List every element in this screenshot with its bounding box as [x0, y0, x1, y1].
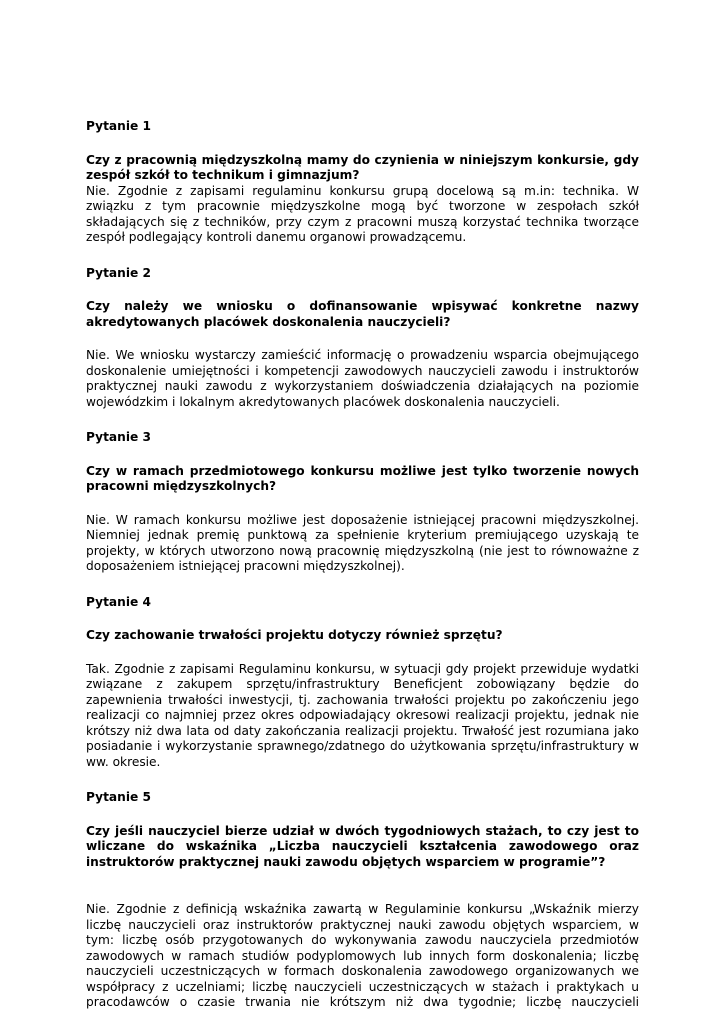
question-text: Czy zachowanie trwałości projektu dotyczy również sprzętu? — [86, 628, 503, 642]
answer-text: Tak. Zgodnie z zapisami Regulaminu konkursu, w sytuacji gdy projekt przewiduje wydatki związane z zakupem sprzętu/infrastruktury Beneficjent zobowiązany będzie do zapewnienia trwałości inwestycji, tj. zachowania trwałości projektu po zakończeniu jego realizacji co najmniej przez okres odpowiadający okresowi realizacji projektu, jednak nie krótszy niż dwa lata od daty zakończania realizacji projektu. Trwałość jest rozumiana jako posiadanie i wykorzystanie sprawnego/zdatnego do użytkowania sprzętu/infrastruktury w ww. okresie. — [86, 661, 639, 769]
question-block-2 — [86, 266, 639, 411]
answer-text: Nie. W ramach konkursu możliwe jest doposażenie istniejącej pracowni międzyszkolnej. Niemniej jednak premię punktową za spełnienie kryterium premiującego uzyskają te projekty, w których utworzono nową pracownię międzyszkolną (nie jest to równoważne z doposażeniem istniejącej pracowni międzyszkolnej). — [86, 512, 639, 573]
question-block-3 — [86, 430, 639, 575]
answer-text: Nie. Zgodnie z zapisami regulaminu konkursu grupą docelową są m.in: technika. W związku z tym pracownie międzyszkolne mogą być tworzone w zespołach szkół składających się z techników, przy czym z pracowni muszą korzystać technika tworzące zespół podlegający kontroli danemu organowi prowadzącemu. — [86, 183, 639, 244]
question-heading: Pytanie 4 — [86, 594, 151, 609]
question-block-1 — [86, 119, 639, 246]
question-text: Czy jeśli nauczyciel bierze udział w dwóch tygodniowych stażach, to czy jest to wliczane do wskaźnika „Liczba nauczycieli kształcenia zawodowego oraz instruktorów praktycznej nauki zawodu objętych wsparciem w programie”? — [86, 823, 639, 869]
question-text: Czy należy we wniosku o dofinansowanie wpisywać konkretne nazwy akredytowanych placówek doskonalenia nauczycieli? — [86, 299, 639, 329]
question-block-4 — [86, 595, 639, 771]
question-block-5 — [86, 790, 639, 1011]
question-heading: Pytanie 5 — [86, 790, 151, 804]
question-text: Czy w ramach przedmiotowego konkursu możliwe jest tylko tworzenie nowych pracowni międzyszkolnych? — [86, 463, 639, 493]
document-page — [86, 119, 639, 1031]
answer-text: Nie. We wniosku wystarczy zamieścić informację o prowadzeniu wsparcia obejmującego doskonalenie umiejętności i kompetencji zawodowych nauczycieli zawodu i instruktorów praktycznej nauki zawodu z wykorzystaniem doświadczenia działających na poziomie wojewódzkim i lokalnym akredytowanych placówek doskonalenia nauczycieli. — [86, 348, 639, 409]
question-text: Czy z pracownią międzyszkolną mamy do czynienia w niniejszym konkursie, gdy zespół szkół to technikum i gimnazjum? — [86, 152, 639, 182]
question-heading: Pytanie 3 — [86, 430, 151, 444]
question-heading: Pytanie 1 — [86, 119, 151, 133]
question-heading: Pytanie 2 — [86, 265, 151, 280]
answer-text: Nie. Zgodnie z definicją wskaźnika zawartą w Regulaminie konkursu „Wskaźnik mierzy liczbę nauczycieli oraz instruktorów praktycznej nauki zawodu objętych wsparciem, w tym: liczbę osób przygotowanych do wykonywania zawodu nauczyciela przedmiotów zawodowych w ramach studiów podyplomowych lub innych form doskonalenia; liczbę nauczycieli uczestniczących w formach doskonalenia zawodowego organizowanych we współpracy z uczelniami; liczbę nauczycieli uczestniczących w stażach i praktykach u pracodawców o czasie trwania nie krótszym niż dwa tygodnie; liczbę nauczycieli — [86, 902, 639, 1009]
